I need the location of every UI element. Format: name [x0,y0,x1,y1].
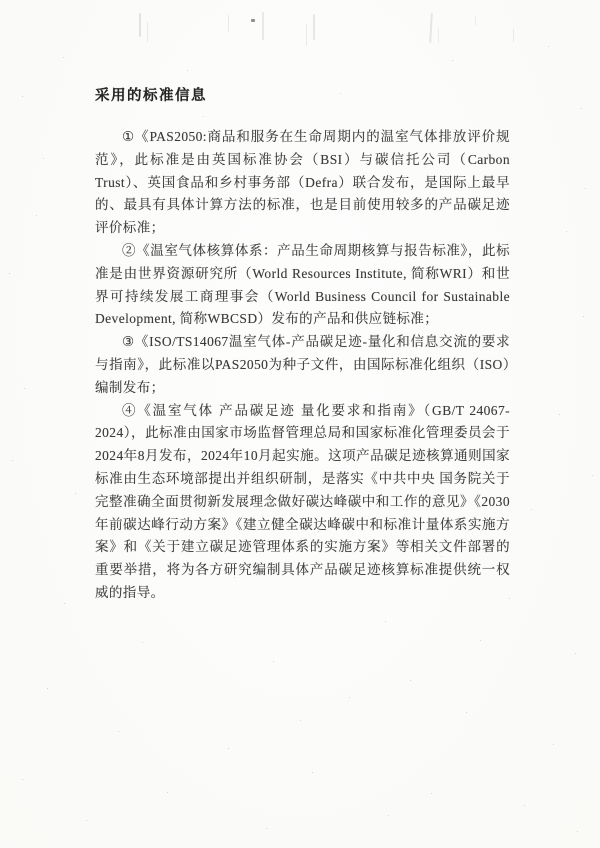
document-body [95,88,510,605]
scan-ghost-mark [228,15,229,32]
scan-ghost-mark [313,14,315,40]
scan-ghost-mark [429,13,433,43]
scan-ghost-mark [147,22,148,42]
scan-ghost-mark [139,13,141,37]
standard-paragraph-2: ②《温室气体核算体系：产品生命周期核算与报告标准》，此标准是由世界资源研究所（World Resources Institute, 简称WRI）和世界可持续发展工商理事会（World Business Council for Sustainable Development, 简称WBCSD）发布的产品和供应链标准； [95,242,510,327]
standard-paragraph-1: ①《PAS2050:商品和服务在生命周期内的温室气体排放评价规范》，此标准是由英国标准协会（BSI）与碳信托公司（Carbon Trust）、英国食品和乡村事务部（Defra）联合发布，是国际上最早的、最具有具体计算方法的标准，也是目前使用较多的产品碳足迹评价标准； [95,129,510,236]
scan-ghost-mark [262,12,264,40]
scan-speckle-noise [0,0,1,1]
standard-paragraph-4: ④《温室气体 产品碳足迹 量化要求和指南》（GB/T 24067-2024），此标准由国家市场监督管理总局和国家标准化管理委员会于2024年8月发布，2024年10月起实施。这项产品碳足迹核算通则国家标准由生态环境部提出并组织研制，是落实《中共中央 国务院关于完整准确全面贯彻新发展理念做好碳达峰碳中和工作的意见》《2030年前碳达峰行动方案》《建立健全碳达峰碳中和标准计量体系实施方案》和《关于建立碳足迹管理体系的实施方案》等相关文件部署的重要举措，将为各方研究编制具体产品碳足迹核算标准提供统一权威的指导。 [95,402,510,600]
scan-ghost-mark [438,28,439,43]
section-heading: 采用的标准信息 [95,88,207,104]
scan-dark-speck [251,19,255,22]
scan-ghost-mark [513,29,514,42]
scan-ghost-mark [306,24,307,46]
standard-paragraph-3: ③《ISO/TS14067温室气体-产品碳足迹-量化和信息交流的要求与指南》，此标准以PAS2050为种子文件，由国际标准化组织（ISO）编制发布； [95,334,510,395]
scan-ghost-mark [475,16,476,26]
